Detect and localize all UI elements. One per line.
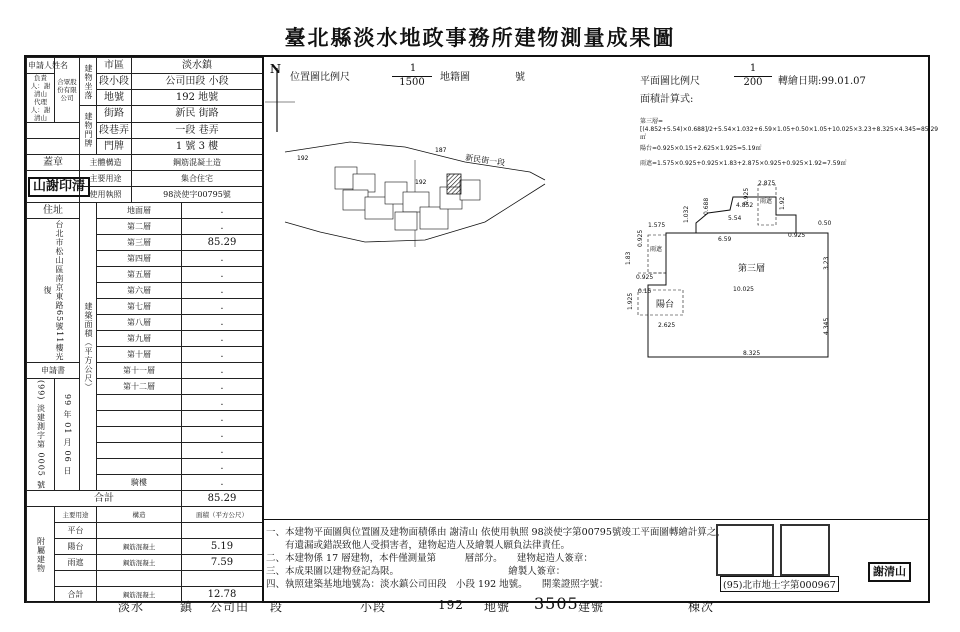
- application-date: 99 年 01 月 06 日: [55, 379, 80, 491]
- location-scale-den: 1500: [399, 77, 425, 88]
- annex-area: 7.59: [182, 555, 263, 571]
- floor-value: .: [182, 411, 263, 427]
- floor-label: 第七層: [97, 299, 182, 315]
- district-value: 淡水鎮: [132, 58, 263, 74]
- floor-value: .: [182, 363, 263, 379]
- main-use-label: 主要用途: [80, 171, 132, 187]
- floor-value: 85.29: [182, 235, 263, 251]
- floor-value: .: [182, 299, 263, 315]
- applicant-header: 申請人姓名: [27, 58, 55, 74]
- floor-value: .: [182, 427, 263, 443]
- street-value: 新民 街路: [132, 106, 263, 123]
- permit-label: 使用執照: [80, 187, 132, 203]
- annex-header: 附屬建物: [27, 507, 55, 603]
- area-total-value: 85.29: [182, 491, 263, 507]
- applicant-value: 合眾股份有限公司: [55, 58, 80, 123]
- location-map: [265, 62, 565, 262]
- floor-value: .: [182, 459, 263, 475]
- rain-left-label: 雨遮: [650, 246, 663, 253]
- annex-total-label: 合計: [55, 587, 97, 603]
- floor-value: .: [182, 347, 263, 363]
- seal-label: 蓋章: [27, 155, 80, 171]
- floor-value: .: [182, 331, 263, 347]
- note-4: 四、執照建築基地地號為：淡水鎮公司田段 小段 192 地號。 開業證照字號：: [266, 579, 609, 590]
- document-title: 臺北縣淡水地政事務所建物測量成果圖: [284, 25, 676, 50]
- agent-label: 代理人：謝清山: [30, 98, 51, 122]
- annex-use: 雨遮: [55, 555, 97, 571]
- subject-unit: [447, 174, 461, 194]
- lot-top-label: 187: [435, 147, 447, 154]
- dim-label: 0.925: [788, 232, 806, 239]
- floor-value: .: [182, 203, 263, 219]
- floor-label: 第四層: [97, 251, 182, 267]
- floor-value: .: [182, 475, 263, 491]
- floor-value: .: [182, 251, 263, 267]
- permit-value: 98淡使字00795號: [132, 187, 263, 203]
- ledger-table: [26, 57, 263, 603]
- footer-subsection-suffix: 小段: [360, 600, 387, 614]
- note-3: 三、本成果圖以建物登記為限。 繪製人簽章：: [266, 566, 566, 577]
- application-header: 申請書: [27, 363, 80, 379]
- footer-building-suffix: 建號: [578, 600, 605, 614]
- footer-town: 淡水: [118, 600, 145, 614]
- floor-label: 騎樓: [97, 475, 182, 491]
- floor-label: 第三層: [97, 235, 182, 251]
- annex-total-value: 12.78: [182, 587, 263, 603]
- annex-structure: 鋼筋混凝土: [97, 555, 182, 571]
- section-label: 段小段: [97, 74, 132, 90]
- main-use-value: 集合住宅: [132, 171, 263, 187]
- floor-value: .: [182, 379, 263, 395]
- footer-section: 公司田: [210, 600, 250, 614]
- footer-unit-suffix: 棟次: [688, 600, 715, 614]
- annex-area-label: 面積（平方公尺）: [182, 507, 263, 523]
- drawn-date: 轉繪日期:99.01.07: [778, 76, 866, 87]
- dim-label: 1.83: [625, 251, 632, 265]
- dim-label: 0.925: [743, 187, 750, 205]
- calc-label: 面積計算式:: [640, 94, 694, 105]
- floor-value: .: [182, 395, 263, 411]
- floor-label: 第九層: [97, 331, 182, 347]
- rain-right-label: 雨遮: [760, 198, 773, 205]
- plan-scale-num: 1: [749, 63, 757, 74]
- dim-label: 4.345: [823, 317, 830, 335]
- dim-label: 10.025: [733, 286, 754, 293]
- location-scale-label: 位置圖比例尺: [290, 72, 350, 83]
- lane-value: 一段 巷弄: [132, 123, 263, 139]
- floor-value: .: [182, 315, 263, 331]
- dimension-labels: [625, 180, 832, 357]
- annex-total-structure: 鋼筋混凝土: [97, 587, 182, 603]
- formula-2: 陽台=0.925×0.15+2.625×1.925=5.19㎡: [640, 145, 762, 152]
- lot-left-label: 192: [297, 155, 309, 162]
- street-label: 街路: [97, 106, 132, 123]
- lane-label: 段巷弄: [97, 123, 132, 139]
- floor-value: .: [182, 219, 263, 235]
- location-scale-num: 1: [409, 63, 417, 74]
- north-label: N: [270, 62, 281, 76]
- floor-label: 地面層: [97, 203, 182, 219]
- dim-label: 1.032: [683, 205, 690, 223]
- official-stamp: [716, 524, 774, 576]
- room-main-label: 第三層: [738, 264, 766, 274]
- floor-plan: [618, 175, 918, 365]
- dim-label: 2.625: [658, 322, 676, 329]
- dim-label: 0.925: [636, 274, 654, 281]
- floor-label: 第十二層: [97, 379, 182, 395]
- floor-value: .: [182, 443, 263, 459]
- dim-label: 6.59: [718, 236, 732, 243]
- annex-area: 5.19: [182, 539, 263, 555]
- dim-label: 1.575: [648, 222, 666, 229]
- lot-main-label: 192: [415, 179, 427, 186]
- floor-label: 第五層: [97, 267, 182, 283]
- annex-structure: 鋼筋混凝土: [97, 539, 182, 555]
- official-stamp: [780, 524, 830, 576]
- dim-label: 0.688: [703, 197, 710, 215]
- dim-label: 5.54: [728, 215, 742, 222]
- plan-scale-label: 平面圖比例尺: [640, 76, 700, 87]
- dim-label: 0.15: [638, 288, 652, 295]
- main-structure-label: 主體構造: [80, 155, 132, 171]
- ledger-divider: [262, 57, 264, 603]
- dim-label: 1.925: [627, 292, 634, 310]
- formula-3: 雨遮=1.575×0.925+0.925×1.83+2.875×0.925+0.925×1.92=7.59㎡: [640, 160, 847, 167]
- floor-label: 第六層: [97, 283, 182, 299]
- note-1: 一、本建物平面圖與位置圖及建物面積係由 謝清山 依使用執照 98淡使字第00795號竣工平面圖轉繪計算之，: [266, 527, 726, 538]
- annex-use-label: 主要用途: [55, 507, 97, 523]
- dim-label: 0.50: [818, 220, 832, 227]
- application-value: (99) 淡建測字第 0005 號: [27, 379, 55, 491]
- annex-structure: [97, 523, 182, 539]
- owner-address-value: 台北市松山區南京東路65號11樓光復: [27, 219, 80, 363]
- dim-label: 1.92: [779, 196, 786, 210]
- cadastral-number-label: 號: [515, 72, 525, 83]
- number-value: 1 號 3 樓: [132, 139, 263, 155]
- annex-area: [182, 523, 263, 539]
- lot-value: 192 地號: [132, 90, 263, 106]
- formula-1: 第三層=[(4.852+5.54)×0.688]/2+5.54×1.032+6.59×1.05+0.50×1.05+10.025×3.23+8.325×4.345=85.29㎡: [640, 118, 939, 141]
- note-1b: 有遺漏或錯誤致他人受損害者，建物起造人及繪製人願負法律責任。: [285, 540, 571, 551]
- number-label: 門牌: [97, 139, 132, 155]
- district-label: 市區: [97, 58, 132, 74]
- footer-section-suffix: 段: [270, 600, 284, 614]
- owner-seal: 山謝印清: [28, 177, 90, 197]
- footer-lot-suffix: 地號: [484, 600, 511, 614]
- floor-label: 第二層: [97, 219, 182, 235]
- note-2: 二、本建物係 17 層建物，本件僅測量第 層部分。 建物起造人簽章：: [266, 553, 593, 564]
- rep-label: 負責人：謝清山: [30, 74, 51, 98]
- room-balcony-label: 陽台: [656, 300, 675, 310]
- surveyor-seal-box: [868, 560, 911, 582]
- annex-use: 陽台: [55, 539, 97, 555]
- dim-label: 8.325: [743, 350, 761, 357]
- dim-label: 0.925: [637, 229, 644, 247]
- area-header: 建築面積（平方公尺）: [80, 203, 97, 491]
- dim-label: 3.23: [823, 256, 830, 270]
- dim-label: 4.852: [736, 202, 754, 209]
- footer-building-no: 3505: [534, 594, 579, 613]
- surveyor-seal: 謝清山: [868, 562, 911, 582]
- cadastral-label: 地籍圖: [440, 72, 470, 83]
- footer-lot: 192: [438, 598, 464, 612]
- owner-address-header: 住址: [27, 203, 80, 219]
- notes-divider: [262, 519, 930, 520]
- road-label: 新民街一段: [464, 153, 506, 168]
- floor-value: .: [182, 283, 263, 299]
- section-value: 公司田段 小段: [132, 74, 263, 90]
- plan-scale-den: 200: [743, 77, 763, 88]
- annex-structure-label: 構造: [97, 507, 182, 523]
- footer-town-suffix: 鎮: [180, 600, 194, 614]
- floor-value: .: [182, 267, 263, 283]
- location-header: 建物坐落: [80, 58, 97, 106]
- address-header: 建物門牌: [80, 106, 97, 155]
- lot-label: 地號: [97, 90, 132, 106]
- annex-use: 平台: [55, 523, 97, 539]
- dim-label: 2.875: [758, 180, 776, 187]
- license-value: (95)北市地士字第000967: [720, 576, 839, 592]
- main-structure-value: 鋼筋混凝土造: [132, 155, 263, 171]
- floor-label: 第十一層: [97, 363, 182, 379]
- floor-label: 第十層: [97, 347, 182, 363]
- area-total-label: 合計: [27, 491, 182, 507]
- floor-label: 第八層: [97, 315, 182, 331]
